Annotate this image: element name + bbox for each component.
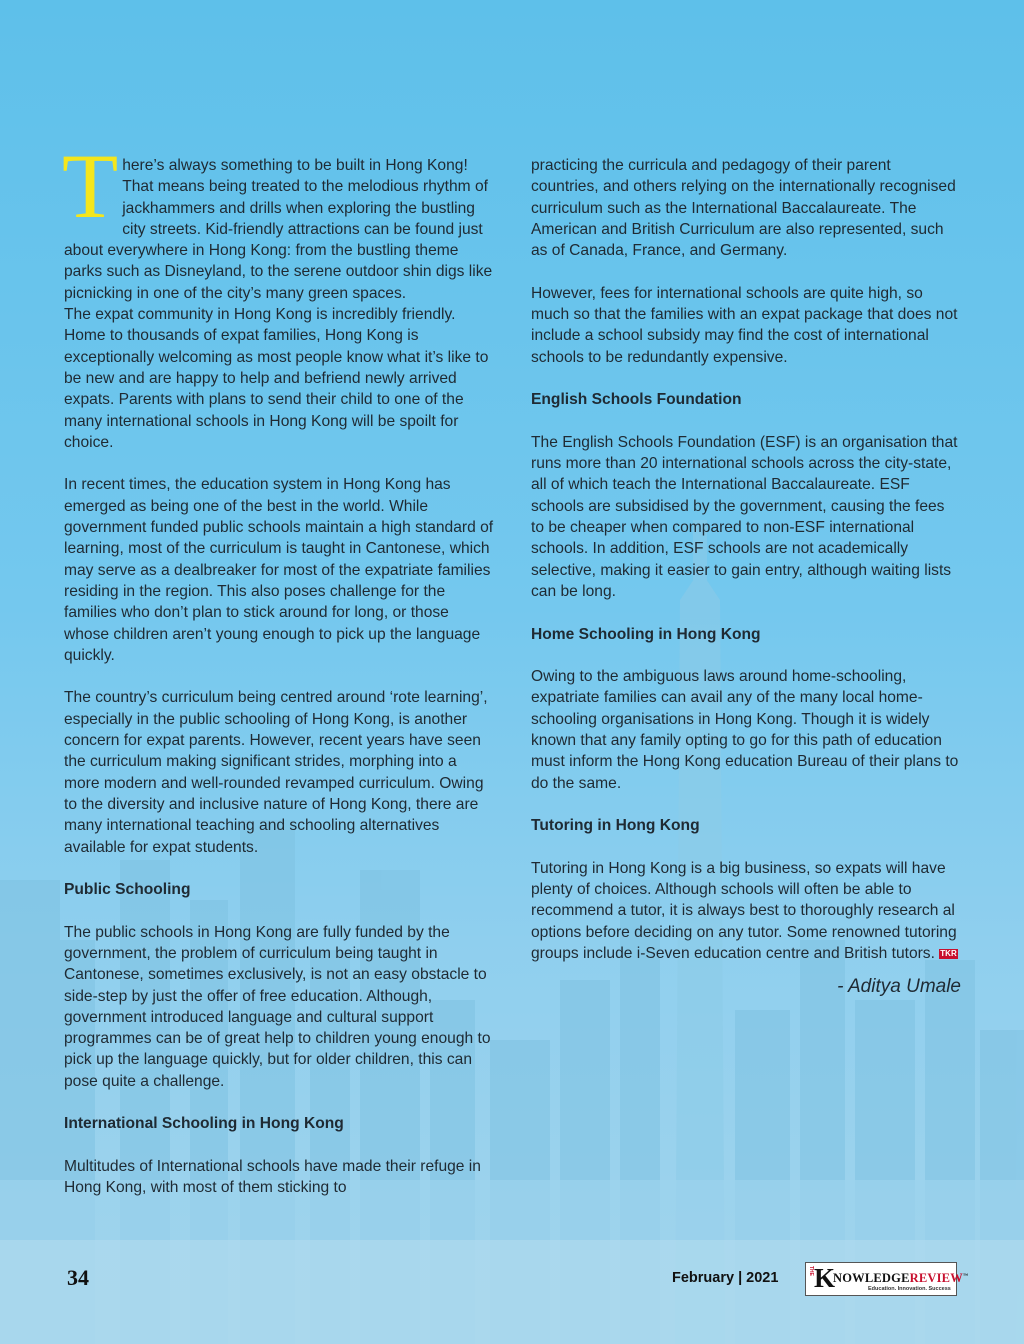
public-schooling-paragraph: The public schools in Hong Kong are fully funded by the government, the problem of curriculum being taught in Cantonese, sometimes exclusively, is not an easy obstacle to side-step by just the offer of free education. Although, government introduced language and cultural support programmes can be of great help to children young enough to pick up the language quickly, but for older children, this can pose quite a challenge. (64, 923, 491, 1090)
international-schooling-heading: International Schooling in Hong Kong (64, 1115, 344, 1133)
tutoring-heading: Tutoring in Hong Kong (531, 817, 700, 835)
fees-paragraph: However, fees for international schools are quite high, so much so that the families with an expat package that does not include a school subsidy may find the cost of international schools to be redundantly expensive. (531, 284, 958, 366)
logo-k-letter: K (814, 1263, 836, 1293)
home-schooling-paragraph: Owing to the ambiguous laws around home-schooling, expatriate families can avail any of the many local home-schooling organisations in Hong Kong. Though it is widely known that any family opting to go for this path of education must inform the Hong Kong education Bureau of their plans to do the same. (531, 668, 959, 792)
logo-tm: ™ (962, 1273, 969, 1279)
intro-text: here’s always something to be built in Hong Kong! That means being treated to the melodious rhythm of jackhammers and drills when exploring the bustling city streets. Kid-friendly attractions can be found just about everywhere in Hong Kong: from the bustling theme parks such as Disneyland, to the serene outdoor shin digs like picnicking in one of the city’s many green spaces. (64, 157, 493, 302)
issue-date: February | 2021 (672, 1270, 779, 1286)
logo-wordmark (833, 1271, 968, 1286)
home-schooling-heading: Home Schooling in Hong Kong (531, 625, 761, 643)
logo-the: THE (808, 1266, 814, 1276)
intro-paragraph (62, 135, 496, 453)
esf-paragraph: The English Schools Foundation (ESF) is an organisation that runs more than 20 international schools across the city-state, all of which teach the International Baccalaureate. ESF schools are subsidised by the government, causing the fees to be cheaper when compared to non-ESF international schools. In addition, ESF schools are not academically selective, making it easier to gain entry, although waiting lists can be long. (531, 433, 958, 600)
left-column (62, 135, 496, 1220)
public-schooling-heading: Public Schooling (64, 881, 191, 899)
curricula-paragraph: practicing the curricula and pedagogy of their parent countries, and others relying on the internationally recognised curriculum such as the International Baccalaureate. The American and British Curriculum are also represented, such as of Canada, France, and Germany. (531, 157, 956, 260)
tkr-end-mark-icon: TKR (940, 948, 957, 958)
logo-name-black: NOWLEDGE (833, 1271, 910, 1285)
tutoring-paragraph (531, 858, 961, 964)
education-system-paragraph: In recent times, the education system in Hong Kong has emerged as being one of the best in the world. While government funded public schools maintain a high standard of learning, most of the curriculum is taught in Cantonese, which may serve as a dealbreaker for most of the expatriate families residing in the region. This also poses challenge for the families who don’t plan to stick around for long, or those whose children aren’t young enough to pick up the language quickly. (64, 476, 494, 664)
international-schooling-paragraph: Multitudes of International schools have made their refuge in Hong Kong, with most of them sticking to (64, 1157, 481, 1197)
author-signature: - Aditya Umale (837, 976, 961, 998)
expat-community-text: The expat community in Hong Kong is incredibly friendly. Home to thousands of expat families, Hong Kong is exceptionally welcoming as most people know what it’s like to be new and are happy to help and befriend newly arrived expats. Parents with plans to send their child to one of the many international schools in Hong Kong will be spoilt for choice. (64, 306, 489, 451)
curriculum-paragraph: The country’s curriculum being centred around ‘rote learning’, especially in the public schooling of Hong Kong, is another concern for expat parents. However, recent years have seen the curriculum making significant strides, morphing into a more modern and well-rounded revamped curriculum. Owing to the diversity and inclusive nature of Hong Kong, there are many international teaching and schooling alternatives available for expat students. (64, 689, 488, 856)
knowledge-review-logo (805, 1262, 969, 1296)
logo-tagline: Education. Innovation. Success (868, 1286, 951, 1292)
logo-name-red: REVIEW (909, 1271, 963, 1285)
dropcap-letter: T (62, 135, 119, 237)
tutoring-text: Tutoring in Hong Kong is a big business, so expats will have plenty of choices. Although schools will often be able to recommend a tutor, it is always best to thoroughly research al options before deciding on any tutor. Some renowned tutoring groups include i-Seven education centre and British tutors. (531, 859, 957, 962)
right-column (531, 155, 961, 998)
page-number: 34 (67, 1265, 89, 1290)
esf-heading: English Schools Foundation (531, 391, 742, 409)
